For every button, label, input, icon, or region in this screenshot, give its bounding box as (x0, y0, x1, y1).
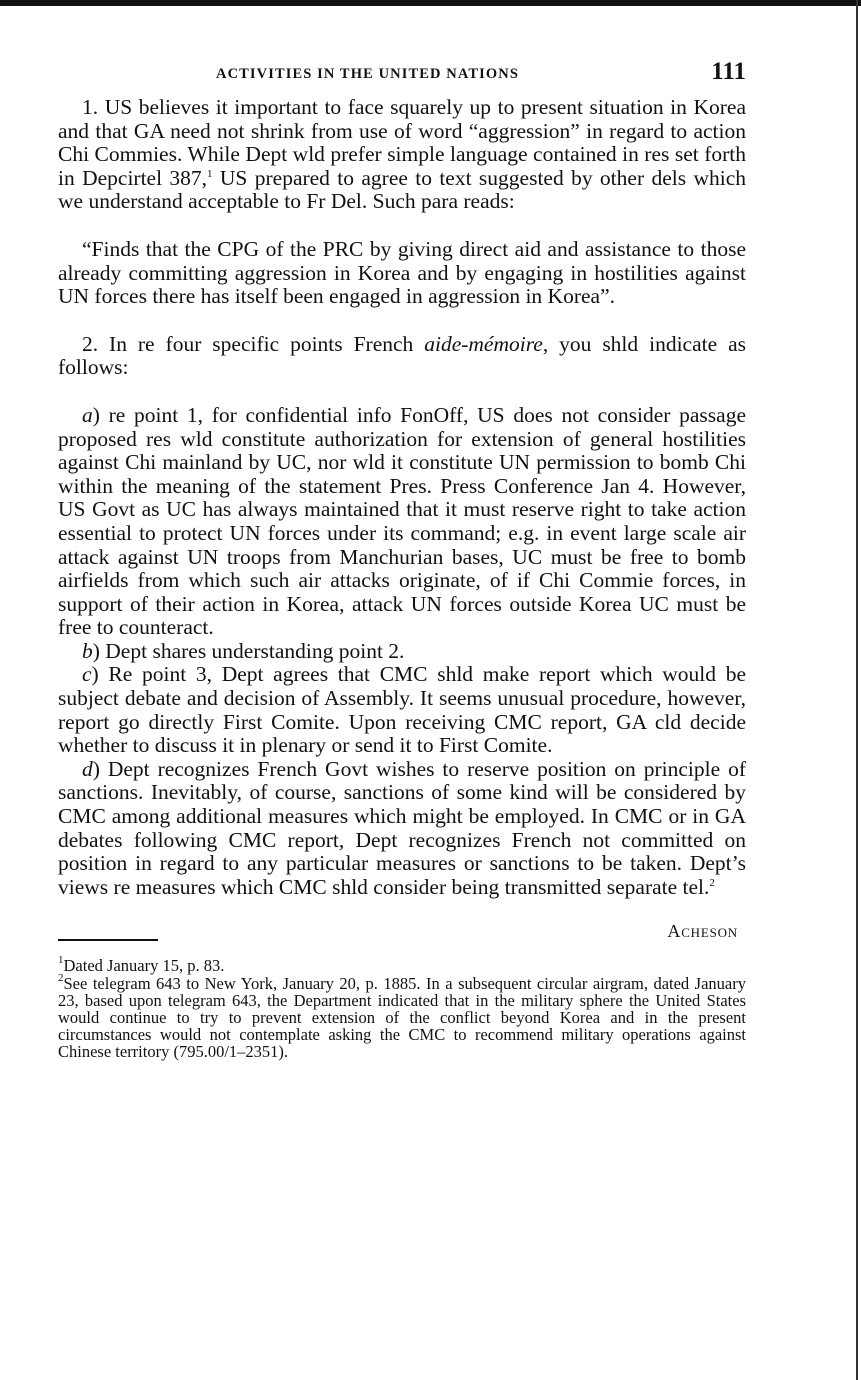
paragraph-2-italic: aide-mémoire (424, 331, 543, 356)
running-title: ACTIVITIES IN THE UNITED NATIONS (216, 66, 519, 82)
point-a-text: ) re point 1, for confidential info FonOff, US does not consider passage proposed res wld constitute authorization for extension of general hostilities against Chi mainland by UC, nor wld it constitute UN permission to bomb Chi within the meaning of the statement Pres. Press Conference Jan 4. However, US Govt as UC has always maintained that it must reserve right to take action essential to protect UN forces under its command; e.g. in event large scale air attack against UN troops from Manchurian bases, UC must be free to bomb airfields from which such air attacks originate, of if Chi Commie forces, in support of their action in Korea, attack UN forces outside Korea UC must be free to counteract. (58, 402, 746, 640)
point-d-marker: d (82, 756, 93, 781)
point-c-marker: c (82, 662, 92, 687)
footnotes (58, 954, 746, 1062)
point-b-marker: b (82, 638, 93, 663)
quoted-paragraph: “Finds that the CPG of the PRC by giving direct aid and assistance to those already committing aggression in Korea and by engaging in hostilities against UN forces there has itself been engaged in aggression in Korea”. (58, 236, 746, 309)
document-page (58, 58, 746, 1061)
signature-row (58, 913, 746, 949)
paragraph-1-tail: US prepared to agree to text suggested by other dels which we understand acceptable to Fr Del. Such para reads: (58, 165, 746, 214)
point-b-text: ) Dept shares understanding point 2. (92, 638, 405, 663)
paragraph-2-tail: , you shld indicate as follows: (58, 331, 746, 380)
point-c (58, 663, 746, 757)
point-a (58, 404, 746, 640)
paragraph-2 (58, 333, 746, 380)
footnote-1-mark: 1 (58, 954, 64, 967)
right-scan-edge (856, 0, 858, 1380)
footnote-1 (58, 954, 746, 976)
paragraph-1 (58, 96, 746, 214)
footnote-ref-2: 2 (709, 876, 715, 889)
page-number: 111 (711, 58, 746, 85)
point-a-marker: a (82, 402, 93, 427)
paragraph-1-lead: 1. US believes it important to face squarely up to present situation in Korea and that GA need not shrink from use of word “aggression” in regard to action Chi Commies. While Dept wld prefer simple language contained in res set forth in Depcirtel 387, (58, 95, 746, 190)
footnote-rule (58, 939, 158, 941)
footnote-1-text: Dated January 15, p. 83. (63, 956, 225, 976)
point-d-text: ) Dept recognizes French Govt wishes to reserve position on principle of sanctions. Inevitably, of course, sanctions of some kind will be considered by CMC among additional measures which might be employed. In CMC or in GA debates following CMC report, Dept recognizes French not committed on position in regard to any particular measures or sanctions to be taken. Dept’s views re measures which CMC shld consider being transmitted separate tel. (58, 756, 746, 899)
top-scan-edge (0, 0, 861, 6)
footnote-2-text: See telegram 643 to New York, January 20, p. 1885. In a subsequent circular airgram, dated January 23, based upon telegram 643, the Department indicated that in the military sphere the United States would continue to try to prevent extension of the conflict beyond Korea and in the present circumstances would not contemplate asking the CMC to recommend military operations against Chinese territory (795.00/1–2351). (58, 973, 746, 1062)
running-head (58, 58, 746, 92)
signature: Acheson (667, 921, 738, 942)
point-b (58, 640, 746, 664)
point-c-text: ) Re point 3, Dept agrees that CMC shld make report which would be subject debate and decision of Assembly. It seems unusual procedure, however, report go directly First Comite. Upon receiving CMC report, GA cld decide whether to discuss it in plenary or send it to First Comite. (58, 662, 746, 758)
point-d (58, 758, 746, 900)
paragraph-2-lead: 2. In re four specific points French (82, 331, 425, 356)
footnote-ref-1: 1 (207, 167, 213, 180)
footnote-2-mark: 2 (58, 971, 64, 984)
footnote-2 (58, 971, 746, 1062)
